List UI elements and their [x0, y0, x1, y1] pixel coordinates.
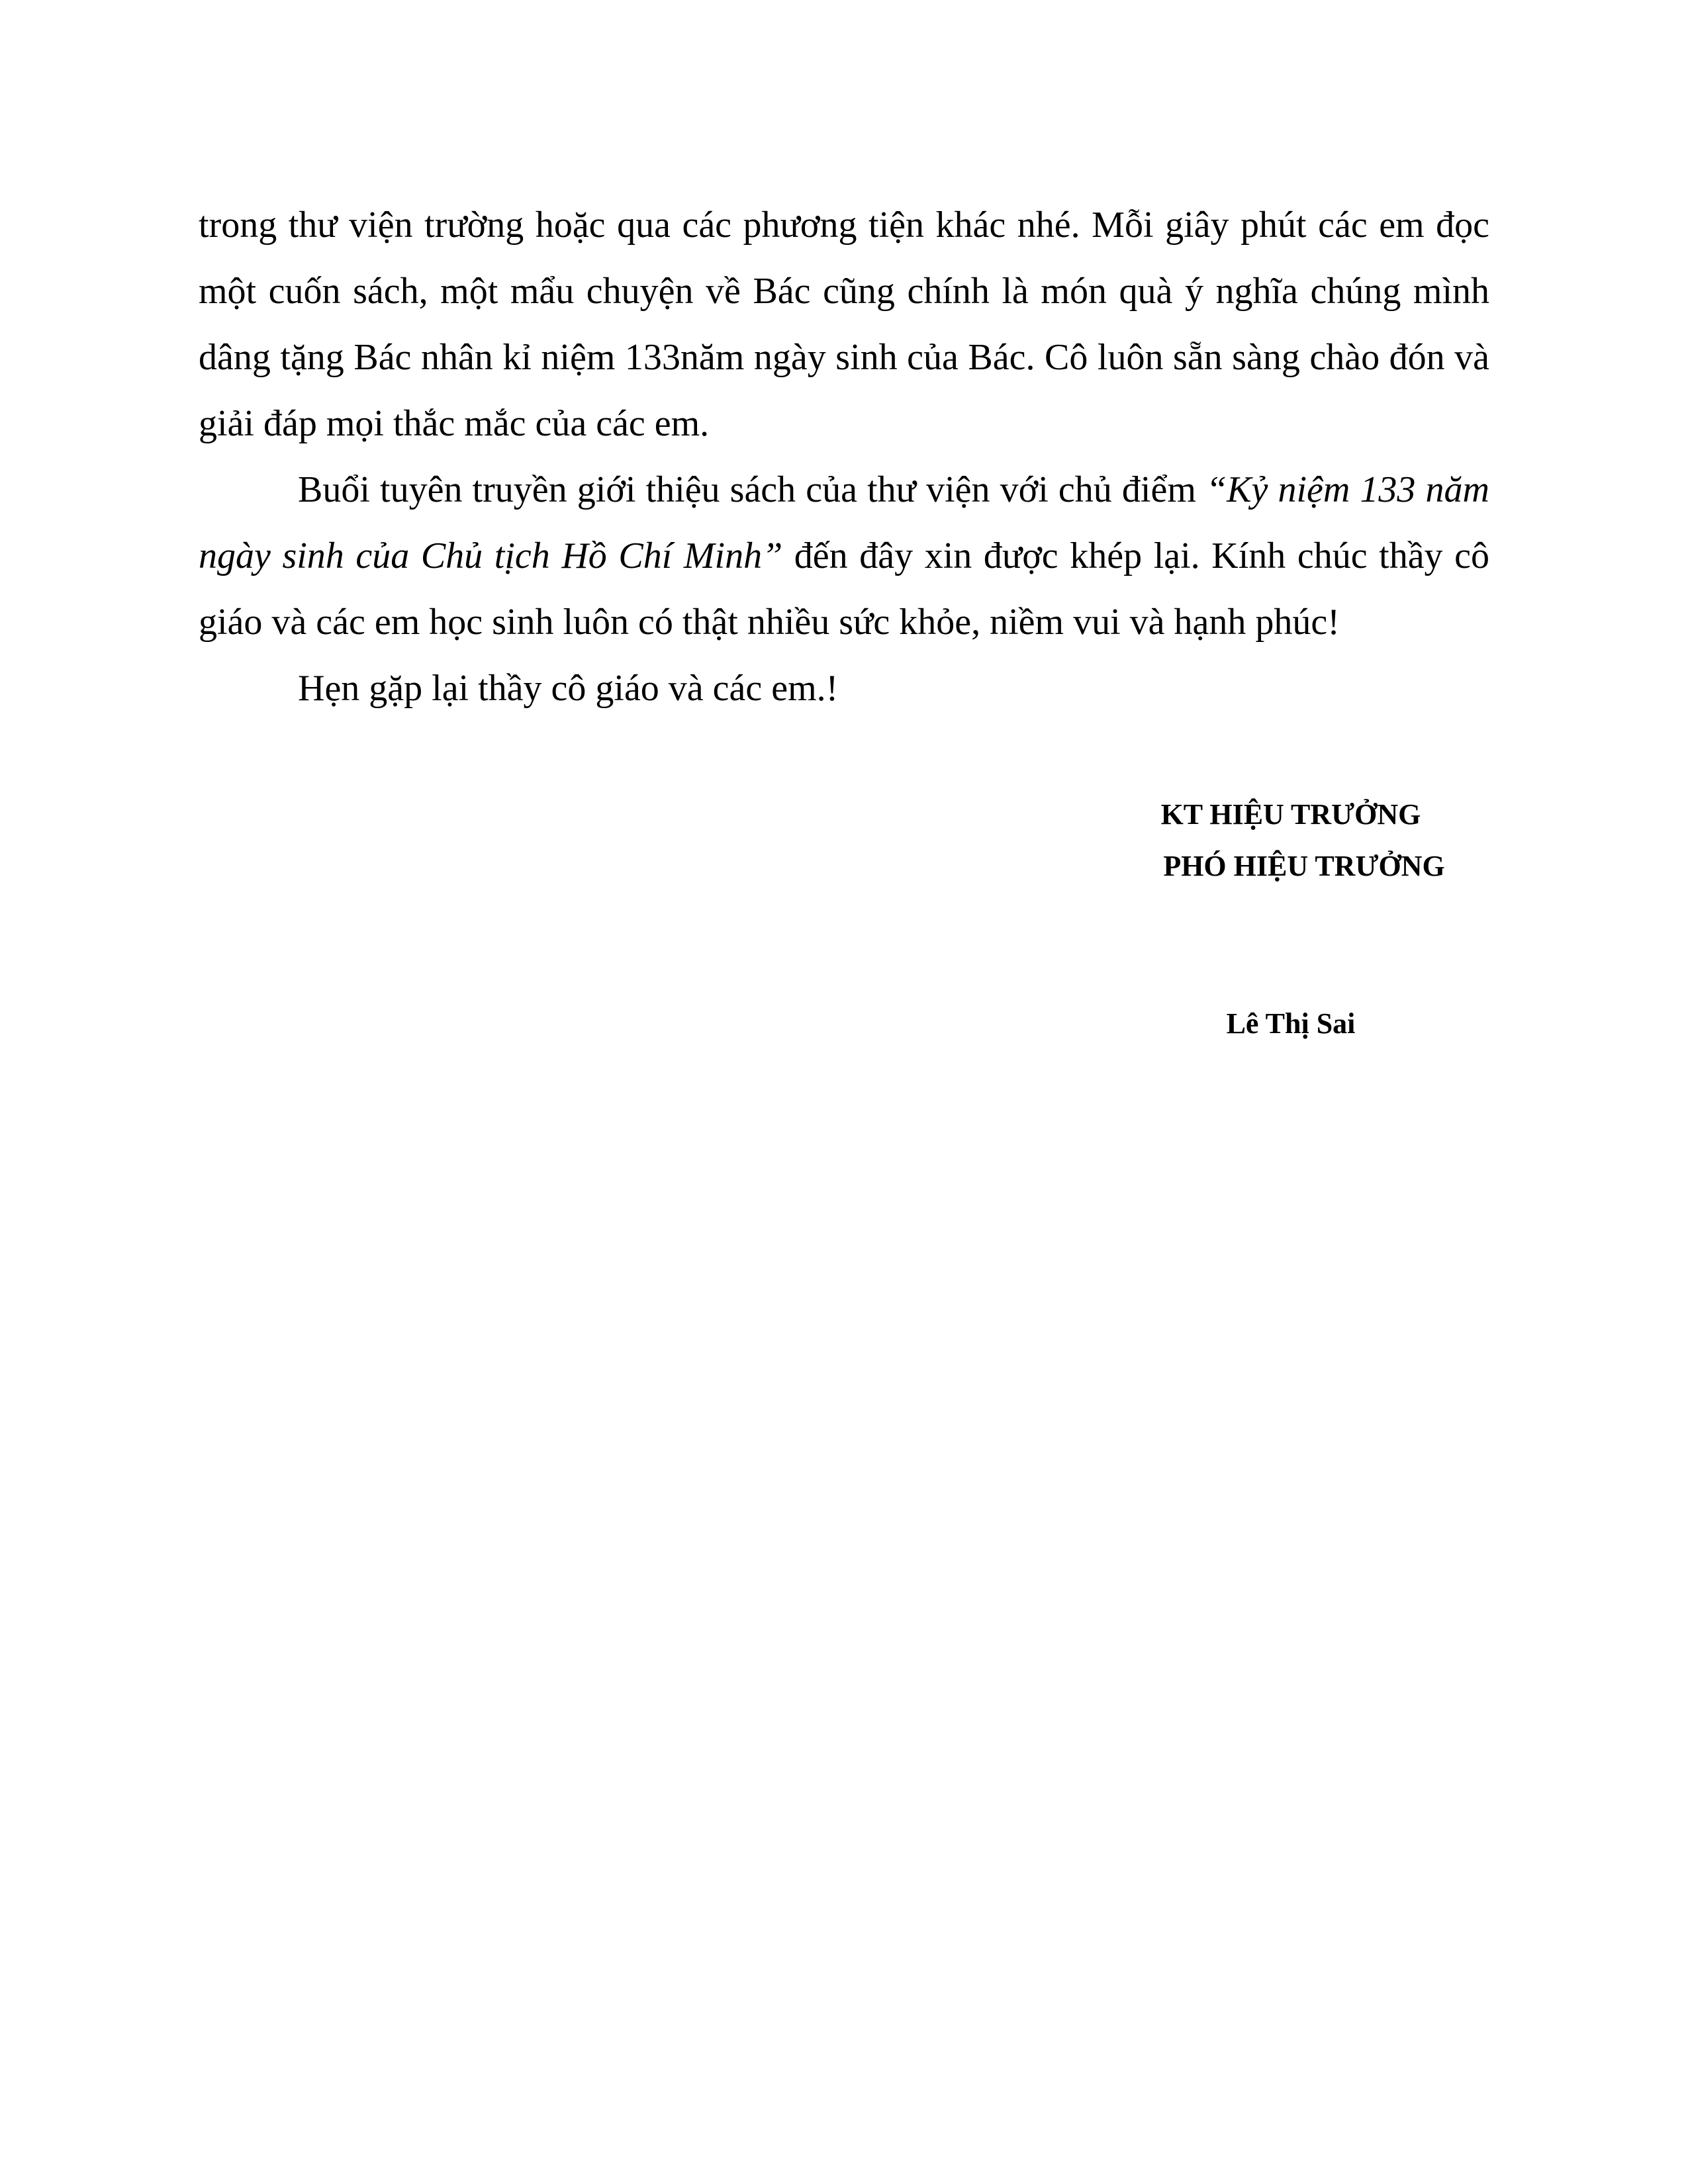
paragraph-1: trong thư viện trường hoặc qua các phương tiện khác nhé. Mỗi giây phút các em đọc một cuốn sách, một mẩu chuyện về Bác cũng chính là món quà ý nghĩa chúng mình dâng tặng Bác nhân kỉ niệm 133năm ngày sinh của Bác. Cô luôn sẵn sàng chào đón và giải đáp mọi thắc mắc của các em. — [199, 205, 1489, 444]
paragraph-2-quote: “Kỷ niệm 133 năm ngày sinh của Chủ tịch Hồ Chí Minh” — [199, 469, 1489, 576]
signature-title-line1: KT HIỆU TRƯỞNG — [1160, 798, 1421, 831]
signature-title-line2: PHÓ HIỆU TRƯỞNG — [1163, 850, 1445, 882]
signature-name: Lê Thị Sai — [1226, 1007, 1356, 1040]
paragraph-2-closing: đến đây xin được khép lại. Kính chúc thầy cô giáo và các em học sinh luôn có thật nhiều sức khỏe, niềm vui và hạnh phúc! — [199, 535, 1489, 643]
paragraph-2 — [199, 457, 1489, 655]
paragraph-3: Hẹn gặp lại thầy cô giáo và các em.! — [298, 668, 839, 709]
paragraph-2-intro: Buổi tuyên truyền giới thiệu sách của thư viện với chủ điểm — [298, 469, 1206, 510]
document-body — [199, 192, 1489, 721]
